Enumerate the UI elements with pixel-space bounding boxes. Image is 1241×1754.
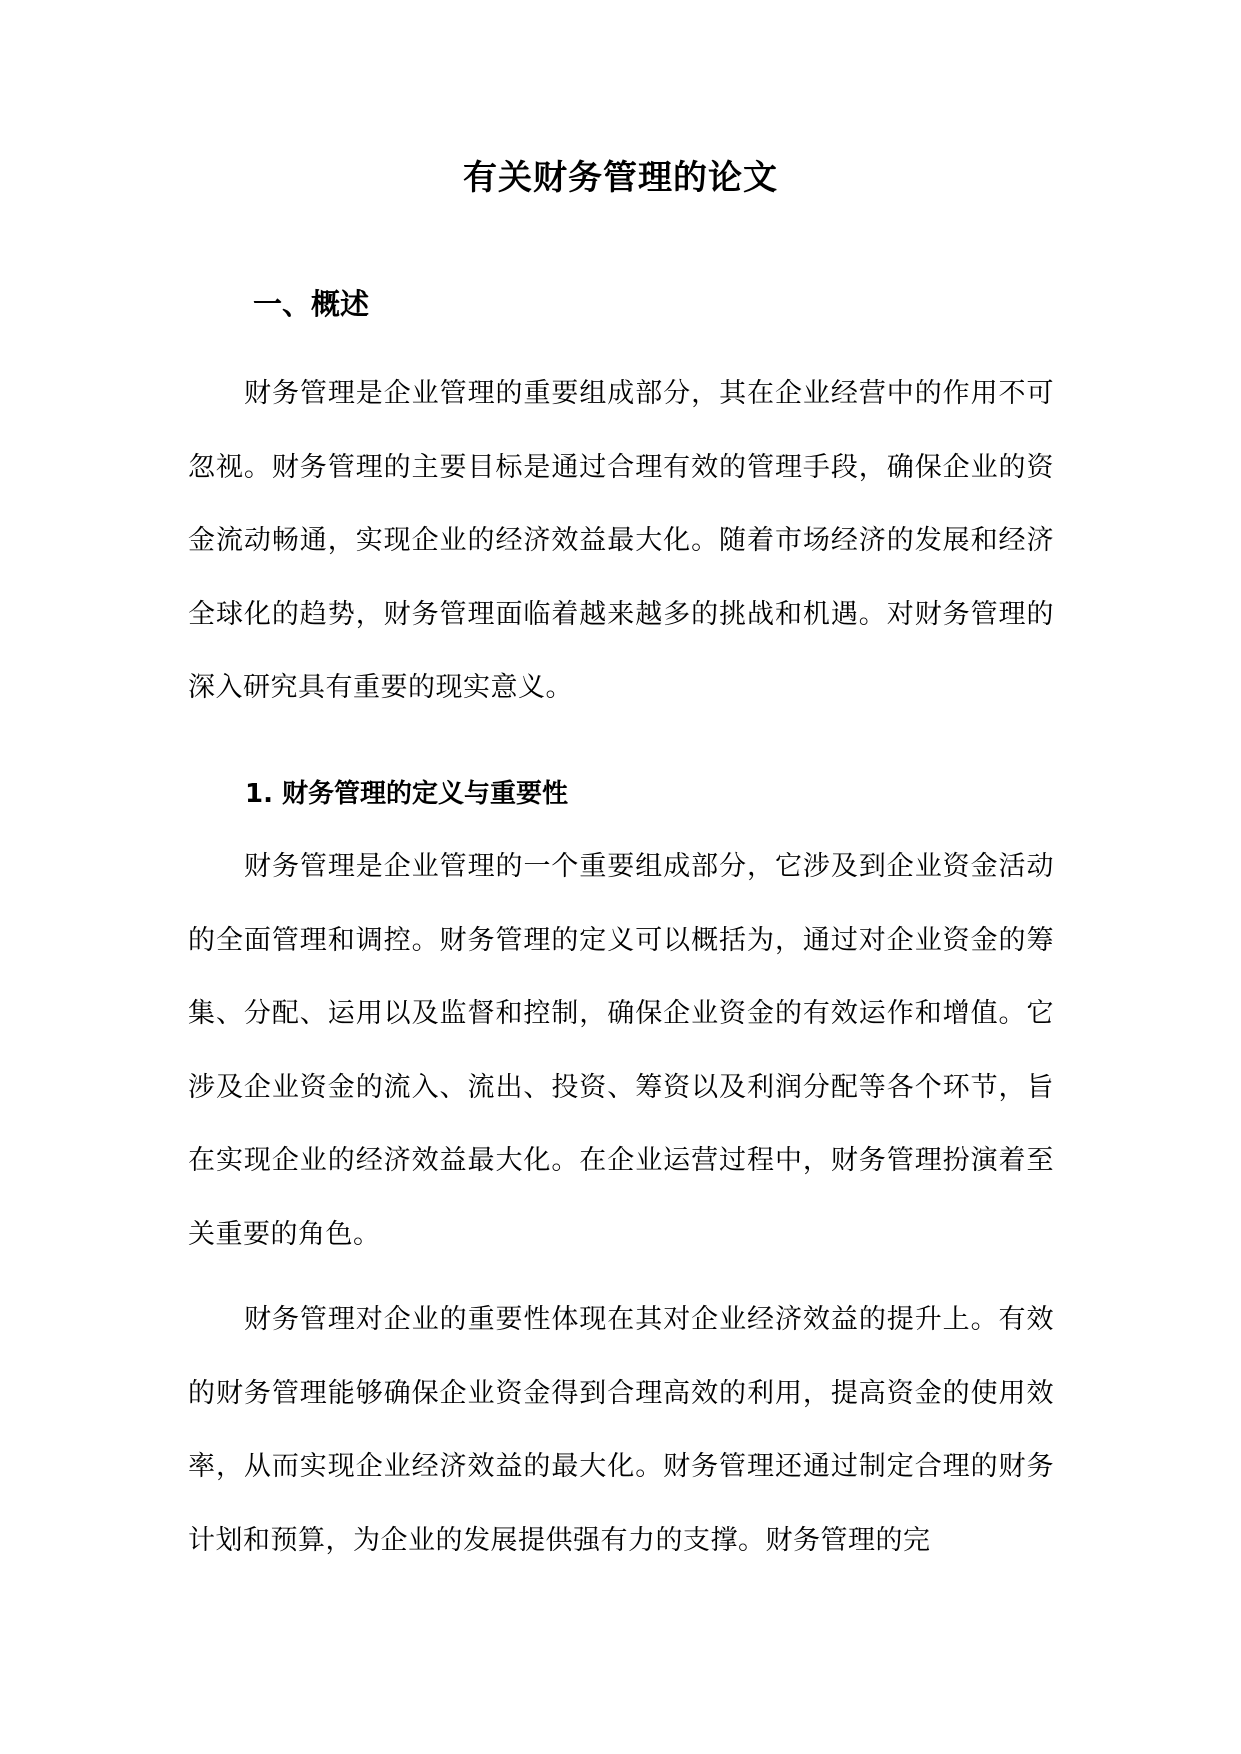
importance-paragraph: 财务管理对企业的重要性体现在其对企业经济效益的提升上。有效的财务管理能够确保企业资金得到合理高效的利用，提高资金的使用效率，从而实现企业经济效益的最大化。财务管理还通过制定合理的财务计划和预算，为企业的发展提供强有力的支撑。财务管理的完 xyxy=(188,1304,1054,1556)
definition-paragraph: 财务管理是企业管理的一个重要组成部分，它涉及到企业资金活动的全面管理和调控。财务管理的定义可以概括为，通过对企业资金的筹集、分配、运用以及监督和控制，确保企业资金的有效运作和增值。它涉及企业资金的流入、流出、投资、筹资以及利润分配等各个环节，旨在实现企业的经济效益最大化。在企业运营过程中，财务管理扮演着至关重要的角色。 xyxy=(188,851,1054,1250)
overview-paragraph: 财务管理是企业管理的重要组成部分，其在企业经营中的作用不可忽视。财务管理的主要目标是通过合理有效的管理手段，确保企业的资金流动畅通，实现企业的经济效益最大化。随着市场经济的发展和经济全球化的趋势，财务管理面临着越来越多的挑战和机遇。对财务管理的深入研究具有重要的现实意义。 xyxy=(188,378,1054,703)
document-title: 有关财务管理的论文 xyxy=(463,158,778,198)
section-heading-overview: 一、概述 xyxy=(253,287,370,321)
subsection-heading-definition: 1. 财务管理的定义与重要性 xyxy=(245,779,569,809)
